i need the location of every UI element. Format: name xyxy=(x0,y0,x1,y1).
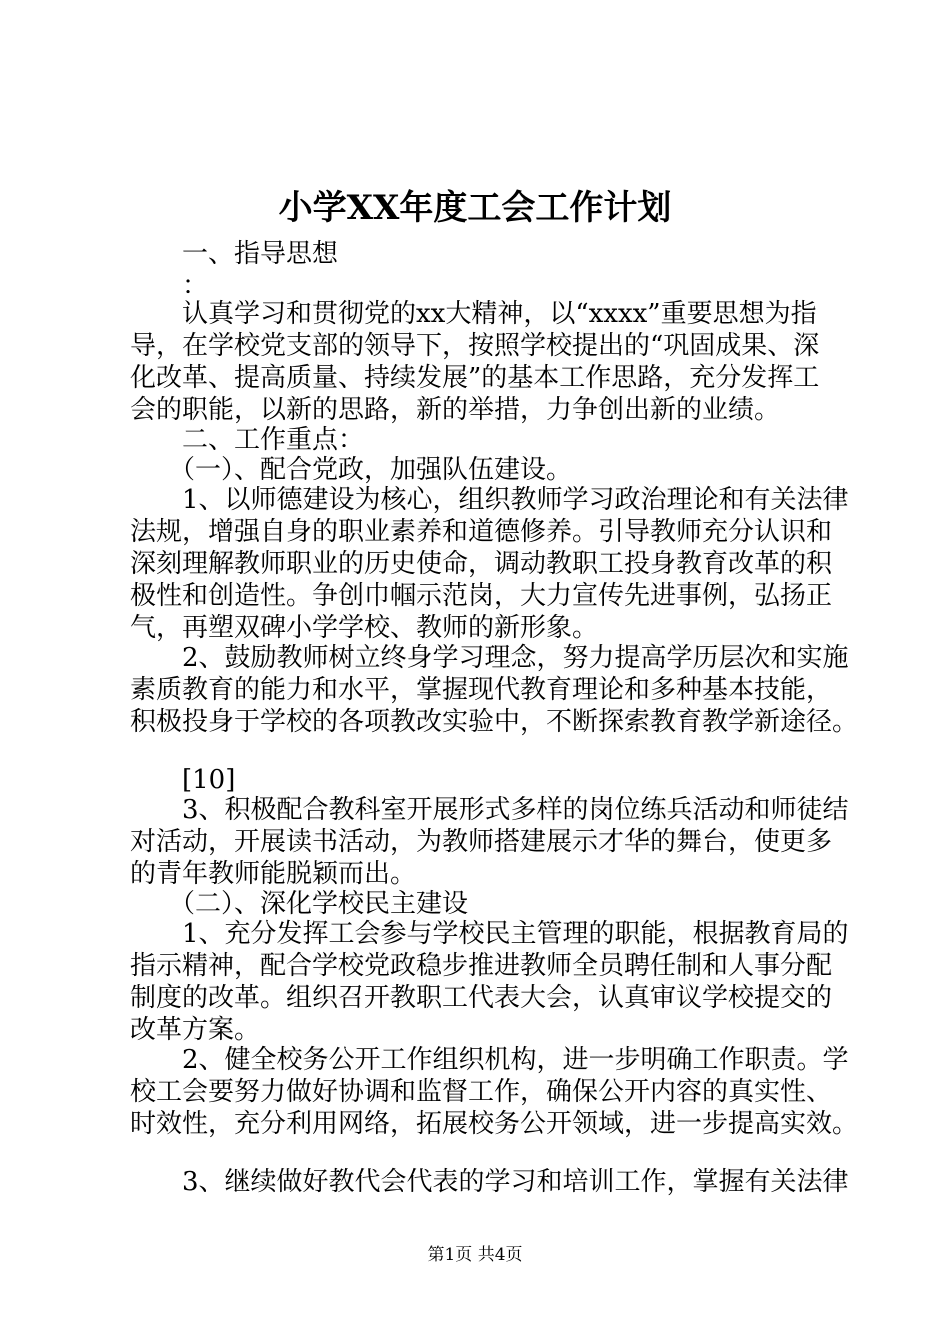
text-line: 时效性，充分利用网络，拓展校务公开领域，进一步提高实效。 xyxy=(130,1109,859,1139)
reference-marker: [10] xyxy=(130,765,236,795)
text-line: 2、鼓励教师树立终身学习理念，努力提高学历层次和实施 xyxy=(130,643,849,673)
document-title: 小学XX年度工会工作计划 xyxy=(278,188,672,228)
text-line: 制度的改革。组织召开教职工代表大会，认真审议学校提交的 xyxy=(130,983,833,1013)
text-line: 一、指导思想 xyxy=(130,239,339,269)
text-line: 校工会要努力做好协调和监督工作，确保公开内容的真实性、 xyxy=(130,1077,833,1107)
page-footer: 第1页 共4页 xyxy=(427,1245,523,1265)
section-heading: 二、工作重点： xyxy=(130,425,365,455)
text-line: 认真学习和贯彻党的xx大精神，以“xxxx”重要思想为指 xyxy=(130,299,817,329)
subsection-heading: （一）、配合党政，加强队伍建设。 xyxy=(130,455,573,485)
text-line: ： xyxy=(130,271,209,301)
text-line: 的青年教师能脱颖而出。 xyxy=(130,859,417,889)
text-line: 极性和创造性。争创巾帼示范岗，大力宣传先进事例，弘扬正 xyxy=(130,581,833,611)
text-line: 3、积极配合教科室开展形式多样的岗位练兵活动和师徒结 xyxy=(130,795,849,825)
subsection-heading: （二）、深化学校民主建设 xyxy=(130,889,469,919)
text-line: 导，在学校党支部的领导下，按照学校提出的“巩固成果、深 xyxy=(130,331,820,361)
text-line: 气，再塑双碑小学学校、教师的新形象。 xyxy=(130,613,599,643)
text-line: 法规，增强自身的职业素养和道德修养。引导教师充分认识和 xyxy=(130,517,833,547)
text-line: 化改革、提高质量、持续发展”的基本工作思路，充分发挥工 xyxy=(130,363,820,393)
text-line: 改革方案。 xyxy=(130,1015,261,1045)
text-line: 深刻理解教师职业的历史使命，调动教职工投身教育改革的积 xyxy=(130,549,833,579)
text-line: 会的职能，以新的思路，新的举措，力争创出新的业绩。 xyxy=(130,395,781,425)
text-line: 素质教育的能力和水平，掌握现代教育理论和多种基本技能， xyxy=(130,675,833,705)
text-line: 2、健全校务公开工作组织机构，进一步明确工作职责。学 xyxy=(130,1045,849,1075)
text-line: 1、充分发挥工会参与学校民主管理的职能，根据教育局的 xyxy=(130,919,849,949)
text-line: 积极投身于学校的各项教改实验中，不断探索教育教学新途径。 xyxy=(130,707,859,737)
text-line: 1、以师德建设为核心，组织教师学习政治理论和有关法律 xyxy=(130,485,849,515)
text-line: 对活动，开展读书活动，为教师搭建展示才华的舞台，使更多 xyxy=(130,827,833,857)
text-line: 3、继续做好教代会代表的学习和培训工作，掌握有关法律 xyxy=(130,1167,849,1197)
text-line: 指示精神，配合学校党政稳步推进教师全员聘任制和人事分配 xyxy=(130,951,833,981)
